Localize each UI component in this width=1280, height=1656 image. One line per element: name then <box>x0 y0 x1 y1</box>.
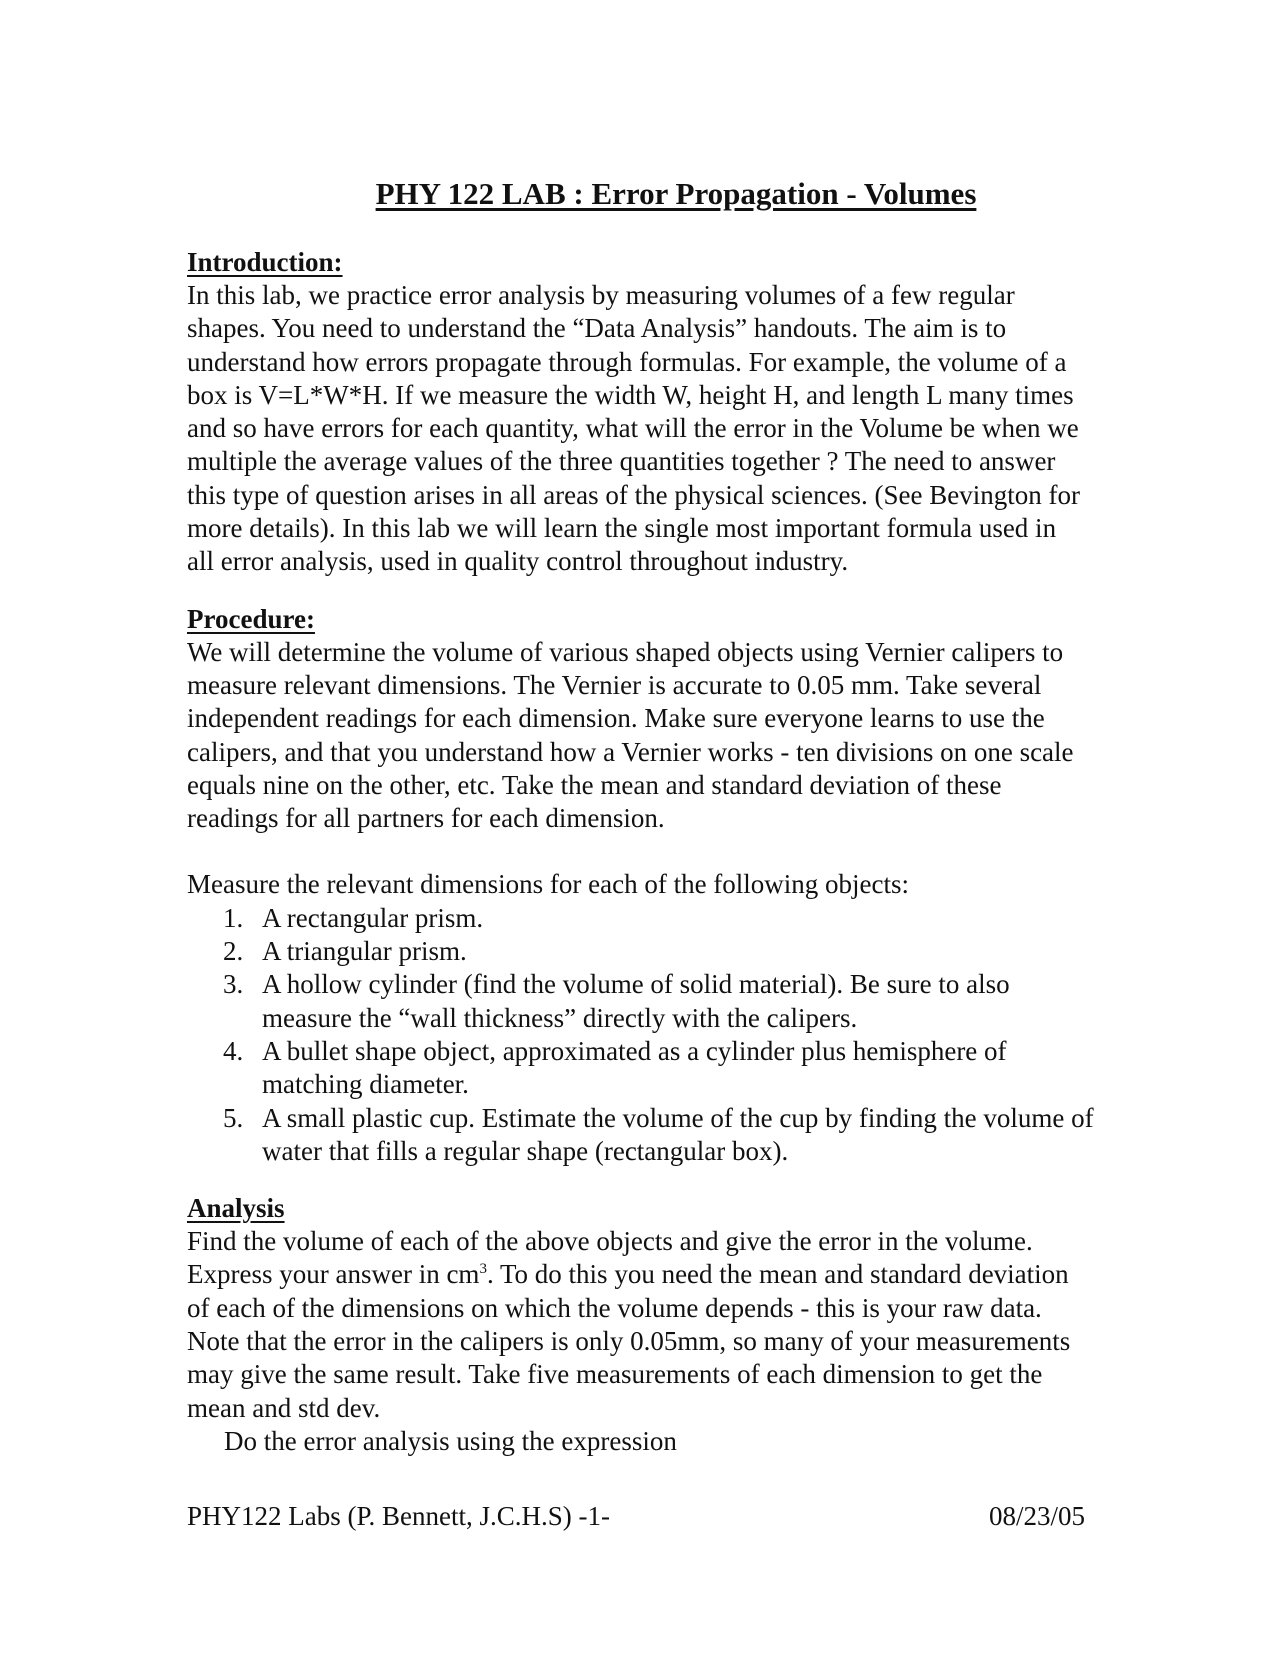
section-spacer <box>187 579 1187 603</box>
text-line: multiple the average values of the three quantities together ? The need to answer <box>187 446 1056 477</box>
text-line: all error analysis, used in quality control throughout industry. <box>187 546 849 577</box>
list-item-text: A hollow cylinder (find the volume of solid material). Be sure to also <box>262 969 1010 1000</box>
text-line: box is V=L*W*H. If we measure the width W, height H, and length L many times <box>187 379 1074 410</box>
section-spacer <box>187 1168 1187 1192</box>
text-line: mean and std dev. <box>187 1392 381 1423</box>
text-line: Note that the error in the calipers is only 0.05mm, so many of your measurements <box>187 1326 1071 1357</box>
procedure-section <box>187 603 1187 1168</box>
document-body <box>187 246 1187 1458</box>
list-item-text: A rectangular prism. <box>262 902 484 933</box>
text-line: and so have errors for each quantity, what will the error in the Volume be when we <box>187 413 1079 444</box>
superscript-exponent: 3 <box>479 1261 487 1278</box>
text-line: We will determine the volume of various shaped objects using Vernier calipers to <box>187 636 1064 667</box>
list-item-number: 3. <box>223 969 244 1000</box>
text-fragment: Express your answer in cm <box>187 1259 480 1290</box>
list-item <box>187 935 1187 968</box>
introduction-section <box>187 246 1187 579</box>
text-line: Find the volume of each of the above objects and give the error in the volume. <box>187 1226 1033 1257</box>
list-item-number: 4. <box>223 1035 244 1066</box>
list-item-text: matching diameter. <box>262 1069 469 1100</box>
list-item-number: 5. <box>223 1102 244 1133</box>
text-line-indented: Do the error analysis using the expression <box>224 1425 677 1456</box>
text-line: Measure the relevant dimensions for each of the following objects: <box>187 869 910 900</box>
measure-intro <box>187 868 1187 901</box>
text-line: of each of the dimensions on which the volume depends - this is your raw data. <box>187 1292 1042 1323</box>
list-item-text: measure the “wall thickness” directly with the calipers. <box>262 1002 858 1033</box>
footer-citation: PHY122 Labs (P. Bennett, J.C.H.S) -1- <box>187 1501 610 1531</box>
text-line: this type of question arises in all areas of the physical sciences. (See Bevington for <box>187 479 1081 510</box>
list-item <box>187 1035 1187 1102</box>
text-line: readings for all partners for each dimension. <box>187 803 665 834</box>
text-line: In this lab, we practice error analysis by measuring volumes of a few regular <box>187 280 1015 310</box>
text-line: equals nine on the other, etc. Take the mean and standard deviation of these <box>187 769 1002 800</box>
text-line: measure relevant dimensions. The Vernier is accurate to 0.05 mm. Take several <box>187 669 1042 700</box>
introduction-paragraph <box>187 279 1187 579</box>
text-line: calipers, and that you understand how a Vernier works - ten divisions on one scale <box>187 736 1074 767</box>
footer-date: 08/23/05 <box>988 1501 1085 1531</box>
list-item-text: water that fills a regular shape (rectangular box). <box>262 1135 789 1166</box>
analysis-paragraph <box>187 1225 1187 1458</box>
page-title: PHY 122 LAB : Error Propagation - Volumes <box>375 176 977 211</box>
list-item-text: A bullet shape object, approximated as a cylinder plus hemisphere of <box>262 1035 1007 1066</box>
analysis-section <box>187 1192 1187 1458</box>
introduction-heading: Introduction: <box>187 247 343 277</box>
text-line: more details). In this lab we will learn the single most important formula used in <box>187 513 1057 544</box>
analysis-heading: Analysis <box>187 1193 285 1224</box>
paragraph-spacer <box>187 835 1187 868</box>
text-line: shapes. You need to understand the “Data Analysis” handouts. The aim is to <box>187 313 1007 344</box>
text-line-with-superscript <box>187 1258 1187 1291</box>
text-line: may give the same result. Take five measurements of each dimension to get the <box>187 1359 1043 1390</box>
list-item-number: 2. <box>223 936 244 967</box>
list-item <box>187 902 1187 935</box>
list-item-number: 1. <box>223 902 244 933</box>
list-item-text: A triangular prism. <box>262 936 467 967</box>
list-item-text: A small plastic cup. Estimate the volume of the cup by finding the volume of <box>262 1102 1094 1133</box>
text-fragment: . To do this you need the mean and standard deviation <box>486 1259 1069 1290</box>
text-line: independent readings for each dimension. Make sure everyone learns to use the <box>187 703 1045 734</box>
procedure-heading: Procedure: <box>187 603 315 634</box>
objects-list <box>187 902 1187 1168</box>
list-item <box>187 968 1187 1035</box>
procedure-paragraph <box>187 636 1187 836</box>
text-line: understand how errors propagate through formulas. For example, the volume of a <box>187 346 1067 377</box>
list-item <box>187 1102 1187 1169</box>
